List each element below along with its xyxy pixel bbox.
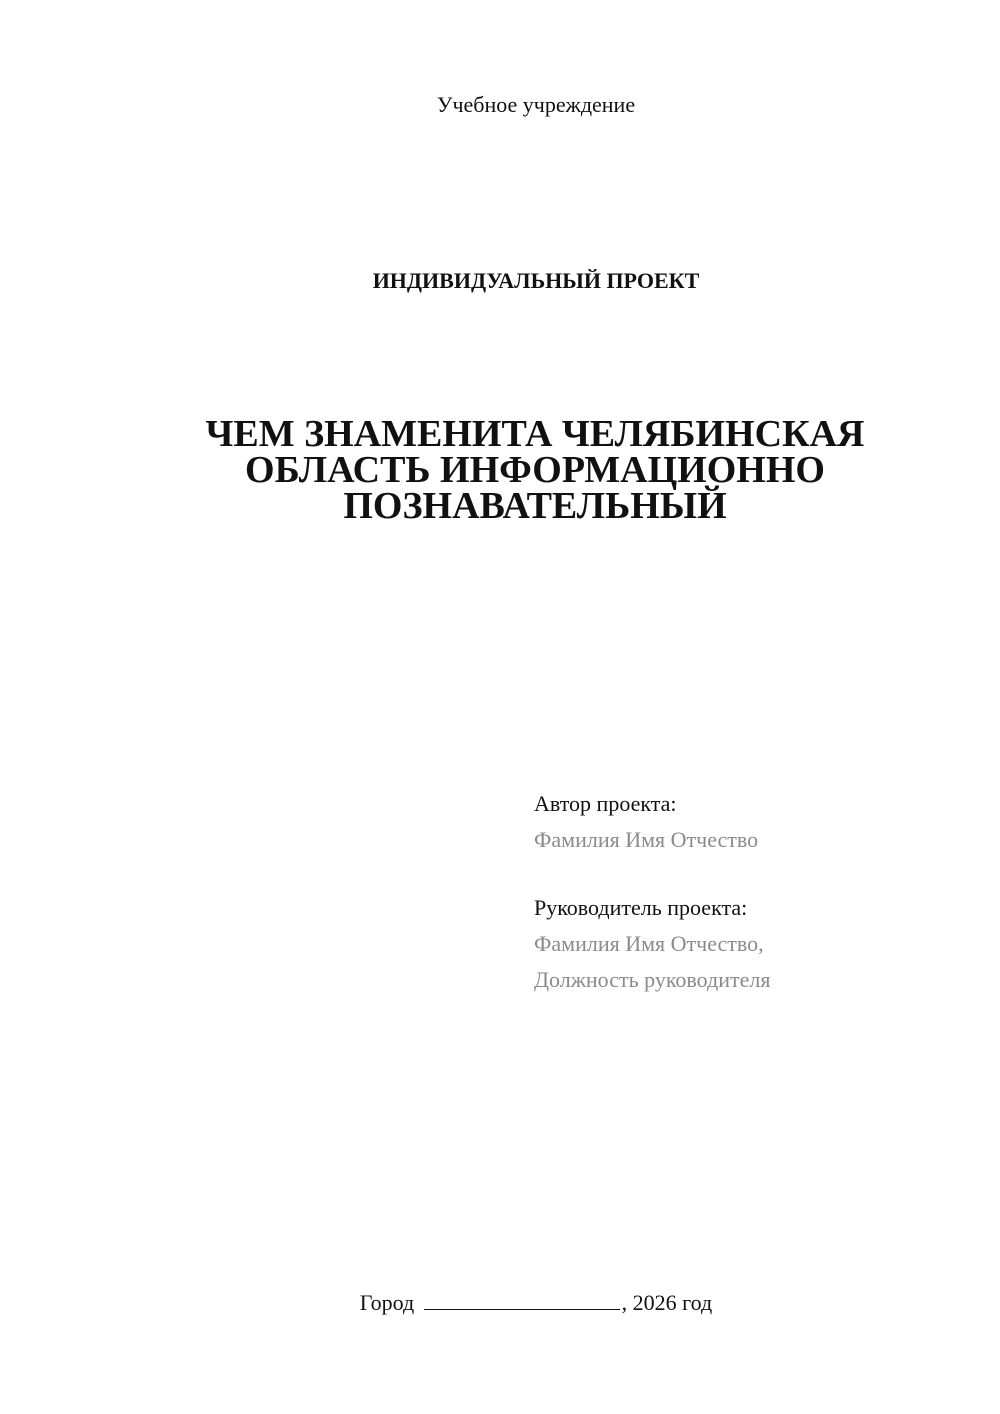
institution-name: Учебное учреждение: [436, 92, 636, 117]
project-title: [170, 413, 900, 527]
project-title-line-2: ОБЛАСТЬ ИНФОРМАЦИОННО: [245, 449, 825, 491]
supervisor-label: Руководитель проекта:: [534, 895, 748, 920]
city-label: Город: [359, 1290, 415, 1315]
author-block: [534, 786, 954, 998]
city-blank-underline: [424, 1289, 620, 1310]
supervisor-name-placeholder: Фамилия Имя Отчество,: [534, 931, 764, 956]
project-title-line-3: ПОЗНАВАТЕЛЬНЫЙ: [343, 485, 727, 527]
year-text: , 2026 год: [621, 1290, 713, 1315]
author-supervisor-spacer: [534, 858, 954, 890]
supervisor-position-placeholder: Должность руководителя: [534, 967, 771, 992]
author-label: Автор проекта:: [534, 791, 677, 816]
project-title-line-1: ЧЕМ ЗНАМЕНИТА ЧЕЛЯБИНСКАЯ: [205, 413, 865, 455]
city-year-line: [0, 1288, 1000, 1318]
project-type-heading: ИНДИВИДУАЛЬНЫЙ ПРОЕКТ: [372, 268, 700, 293]
author-name-placeholder: Фамилия Имя Отчество: [534, 827, 759, 852]
